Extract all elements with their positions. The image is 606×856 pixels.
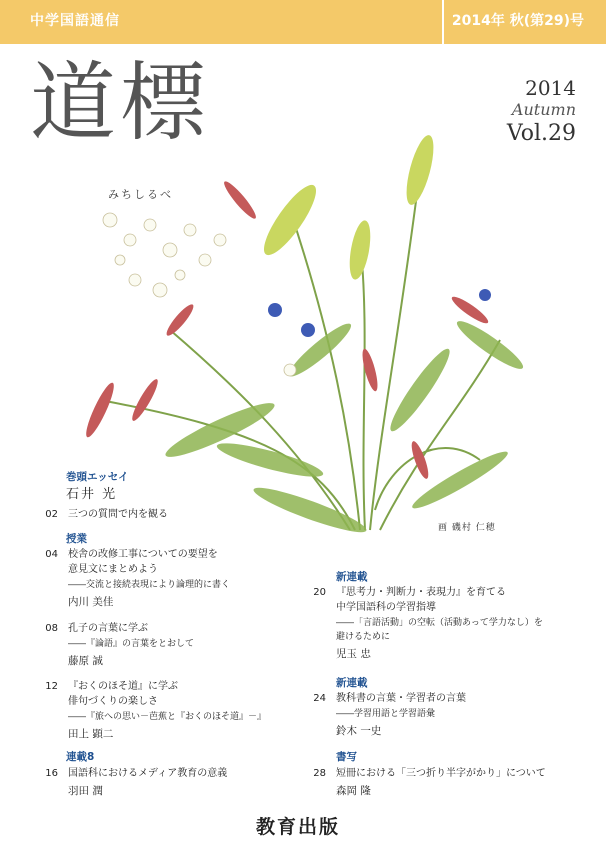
- entry-subtitle: ――『旅への思い－芭蕉と『おくのほそ道』－』: [68, 712, 267, 722]
- issue-year: 2014: [525, 76, 576, 100]
- toc-entry[interactable]: [34, 548, 314, 610]
- page-number: 16: [45, 768, 58, 779]
- entry-title: 校舎の改修工事についての要望を: [68, 549, 218, 560]
- entry-title: 三つの質問で内を観る: [68, 509, 168, 520]
- entry-title: 短冊における「三つ折り半字がかり」について: [336, 768, 546, 779]
- issue-label: 2014年 秋(第29)号: [451, 13, 584, 29]
- page-number: 04: [45, 549, 58, 560]
- entry-author: 児玉 忠: [336, 648, 371, 660]
- issue-season: Autumn: [511, 100, 576, 119]
- page-number: 08: [45, 623, 58, 634]
- entry-subtitle: ――交流と接続表現により論理的に書く: [68, 580, 231, 590]
- toc-new1-head: [336, 570, 368, 585]
- section-head: 授業: [66, 533, 87, 545]
- section-head: 書写: [336, 751, 357, 763]
- entry-title-line: 意見文にまとめよう: [68, 564, 158, 575]
- entry-author: 羽田 潤: [68, 785, 103, 797]
- page-number: 02: [45, 509, 58, 520]
- page-number: 24: [313, 693, 326, 704]
- toc-essay-head: [66, 470, 128, 485]
- toc-calligraphy-head: [336, 750, 357, 765]
- toc-entry[interactable]: [34, 680, 314, 742]
- toc-entry[interactable]: [302, 767, 602, 801]
- entry-title: 『おくのほそ道』に学ぶ: [68, 681, 178, 692]
- page-number: 12: [45, 681, 58, 692]
- entry-author: 藤原 誠: [68, 655, 103, 667]
- publisher-name: 教育出版: [256, 816, 341, 838]
- title-logo: 道標: [30, 53, 210, 153]
- entry-title: 教科書の言葉・学習者の言葉: [336, 693, 466, 704]
- botanical-illustration: [60, 130, 606, 550]
- entry-author: 内川 美佳: [68, 596, 114, 608]
- page-number: 20: [313, 587, 326, 598]
- magazine-name: 中学国語通信: [30, 13, 120, 29]
- toc-entry[interactable]: [34, 767, 314, 801]
- entry-title: 『思考力・判断力・表現力』を育てる: [336, 587, 506, 598]
- toc-entry[interactable]: [34, 622, 314, 670]
- header-bar: [0, 0, 606, 44]
- illustration-credit: 画 磯村 仁穂: [438, 523, 496, 533]
- section-head: 新連載: [336, 571, 368, 583]
- title-reading: みちしるべ: [108, 188, 173, 201]
- entry-subtitle-line: 避けるために: [336, 632, 391, 642]
- toc-lesson-head: [66, 532, 87, 547]
- section-head: 連載8: [66, 751, 95, 763]
- page-number: 28: [313, 768, 326, 779]
- entry-author: 田上 顕二: [68, 728, 114, 740]
- issue-volume: Vol.29: [506, 121, 576, 146]
- section-head: 巻頭エッセイ: [66, 471, 129, 483]
- entry-author: 森岡 隆: [336, 785, 371, 797]
- entry-title: 国語科におけるメディア教育の意義: [68, 768, 228, 779]
- toc-serial-head: [66, 750, 94, 765]
- essay-author: 石井 光: [66, 487, 118, 502]
- entry-subtitle: ――『論語』の言葉をとおして: [68, 639, 195, 649]
- toc-entry[interactable]: [302, 692, 602, 740]
- section-head: 新連載: [336, 677, 368, 689]
- entry-author: 鈴木 一史: [336, 725, 382, 737]
- entry-subtitle: ――学習用語と学習語彙: [336, 709, 436, 719]
- entry-subtitle: ――「言語活動」の空転（活動あって学力なし）を: [336, 618, 543, 628]
- entry-title-line: 中学国語科の学習指導: [336, 602, 436, 613]
- toc-entry[interactable]: [302, 586, 602, 664]
- entry-title: 孔子の言葉に学ぶ: [68, 623, 148, 634]
- entry-title-line: 俳句づくりの楽しさ: [68, 696, 158, 707]
- header-divider: [442, 0, 444, 44]
- toc-new2-head: [336, 676, 368, 691]
